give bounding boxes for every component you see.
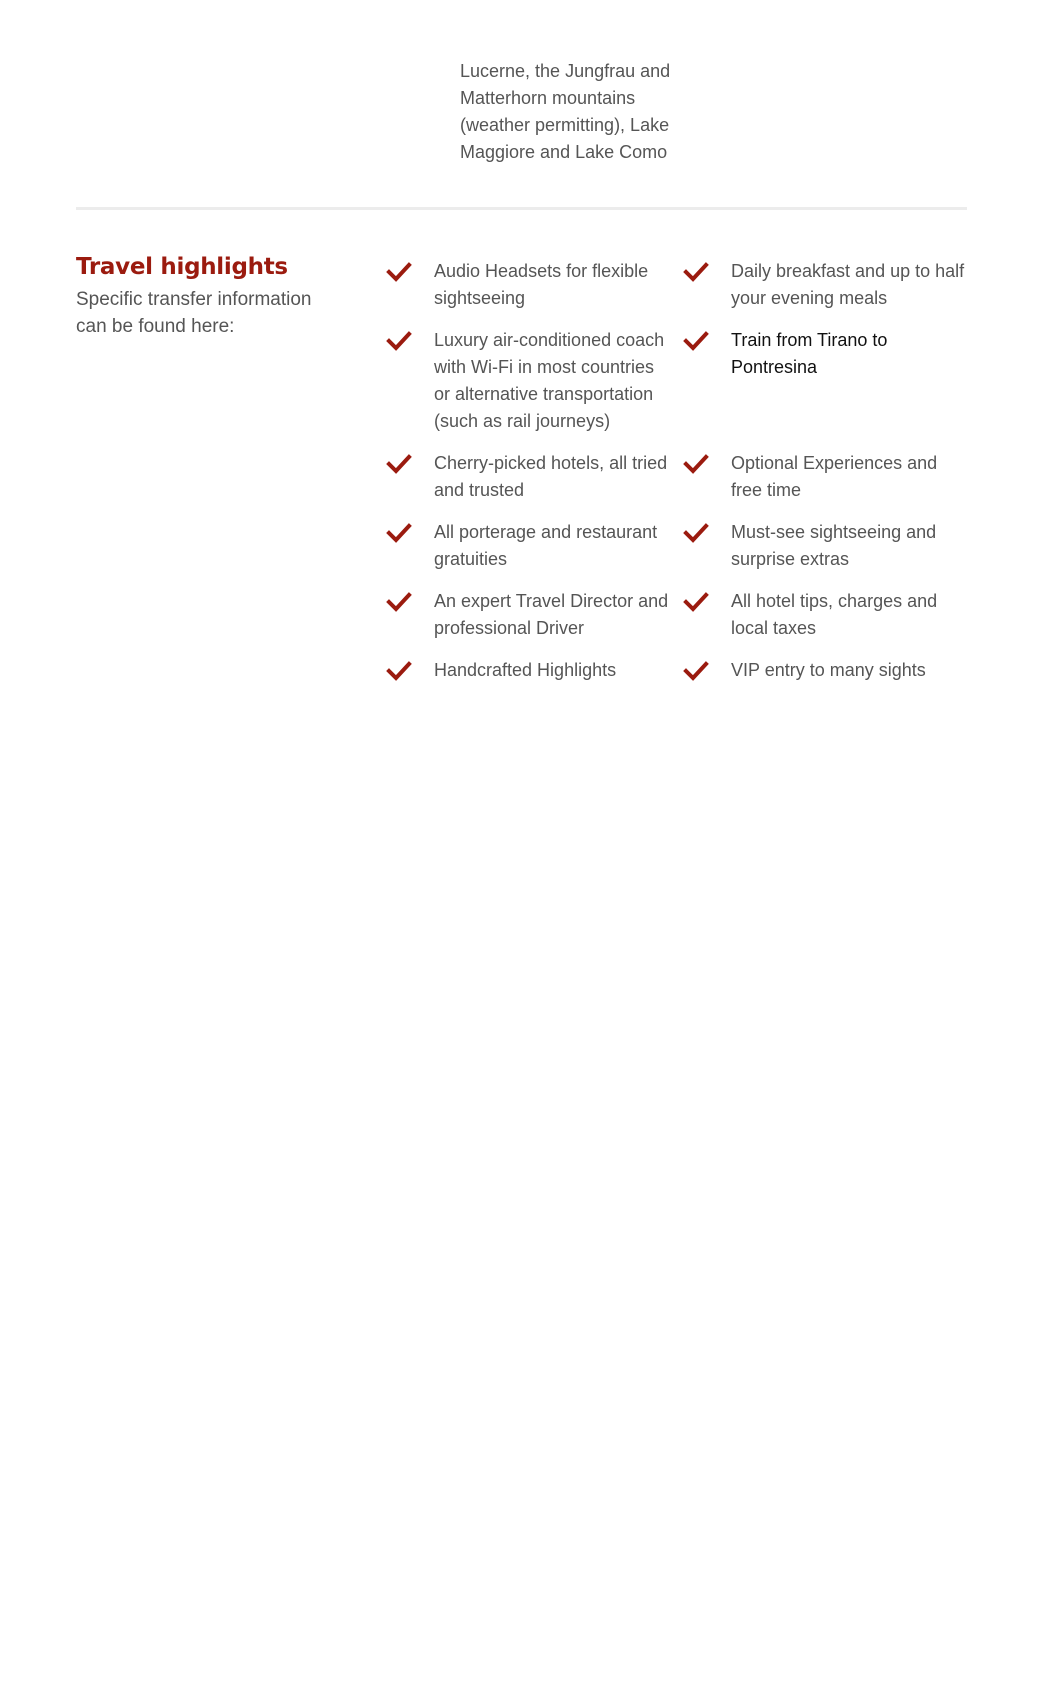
check-icon xyxy=(386,522,412,544)
highlight-text: All hotel tips, charges and local taxes xyxy=(731,591,938,638)
check-icon xyxy=(683,261,709,283)
highlight-text: VIP entry to many sights xyxy=(731,660,926,680)
highlight-item xyxy=(378,450,675,504)
highlight-text: Audio Headsets for flexible sightseeing xyxy=(434,261,649,308)
check-icon xyxy=(386,660,412,682)
highlight-item xyxy=(378,657,675,684)
highlight-item xyxy=(675,519,972,573)
intro-paragraph xyxy=(460,58,690,166)
highlight-item xyxy=(378,519,675,573)
highlight-item xyxy=(378,258,675,312)
check-icon xyxy=(386,453,412,475)
highlight-text: Handcrafted Highlights xyxy=(434,660,617,680)
highlight-item xyxy=(675,657,972,684)
highlight-text: Must-see sightseeing and surprise extras xyxy=(731,522,937,569)
intro-text: Lucerne, the Jungfrau and Matterhorn mountains (weather permitting), Lake Maggiore and Lake Como xyxy=(460,61,671,162)
travel-highlights-header xyxy=(76,252,346,340)
highlight-item xyxy=(378,588,675,642)
section-subtitle: Specific transfer information can be found here: xyxy=(76,289,312,337)
section-divider xyxy=(76,207,967,210)
highlight-item xyxy=(378,327,675,435)
highlight-text: All porterage and restaurant gratuities xyxy=(434,522,658,569)
highlight-text: Luxury air-conditioned coach with Wi-Fi in most countries or alternative transportation (such as rail journeys) xyxy=(434,330,665,431)
check-icon xyxy=(683,660,709,682)
check-icon xyxy=(386,591,412,613)
highlight-text: An expert Travel Director and professional Driver xyxy=(434,591,669,638)
check-icon xyxy=(386,330,412,352)
section-title: Travel highlights xyxy=(76,254,288,280)
highlight-text-emphasis: Train from Tirano to Pontresina xyxy=(731,330,888,377)
highlight-item xyxy=(675,450,972,504)
highlight-item xyxy=(675,588,972,642)
highlight-text: Cherry-picked hotels, all tried and trusted xyxy=(434,453,668,500)
check-icon xyxy=(386,261,412,283)
check-icon xyxy=(683,522,709,544)
check-icon xyxy=(683,453,709,475)
highlights-list xyxy=(378,258,978,684)
highlight-item xyxy=(675,327,972,381)
check-icon xyxy=(683,330,709,352)
highlight-item xyxy=(675,258,972,312)
check-icon xyxy=(683,591,709,613)
highlight-text: Daily breakfast and up to half your evening meals xyxy=(731,261,965,308)
highlight-text: Optional Experiences and free time xyxy=(731,453,938,500)
